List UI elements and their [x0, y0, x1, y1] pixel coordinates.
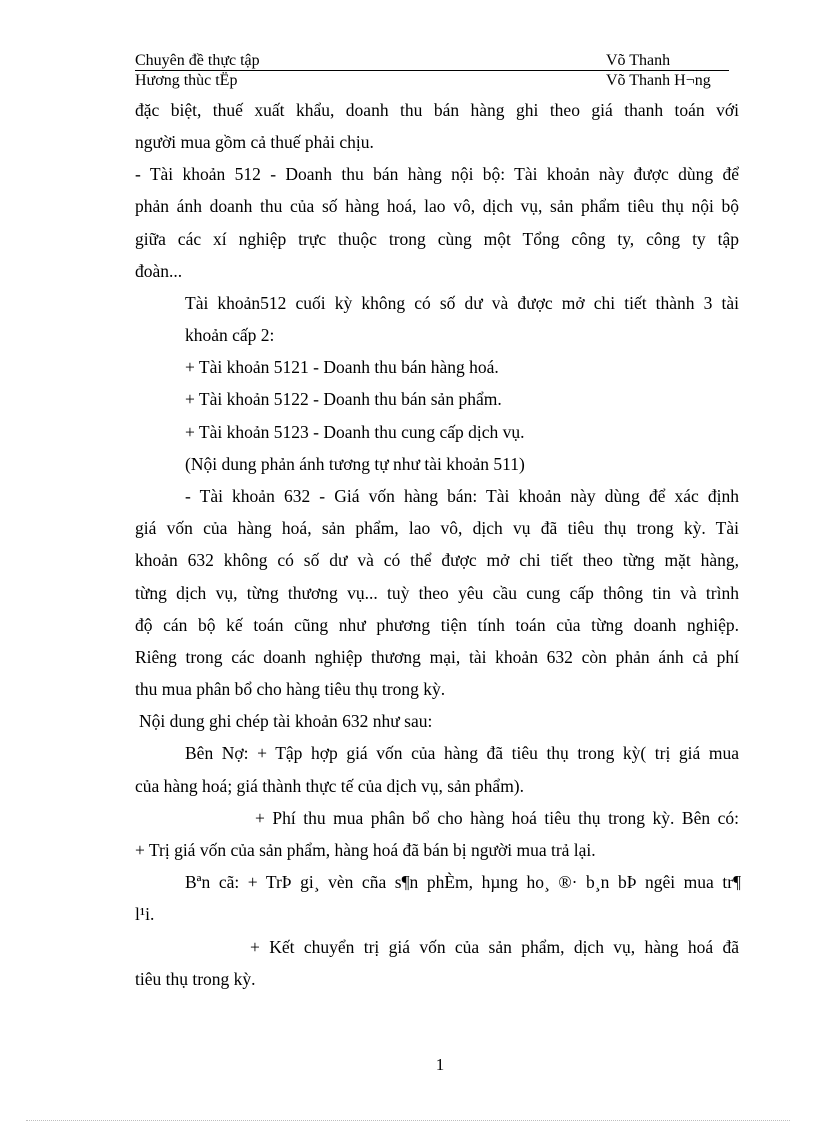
body-line: người mua gồm cả thuế phải chịu. — [135, 132, 374, 152]
header-subtitle: Hương thùc tËp — [135, 72, 238, 89]
body-line: tiêu thụ trong kỳ. — [135, 969, 256, 989]
body-line: + Trị giá vốn của sản phẩm, hàng hoá đã bán bị người mua trả lại. — [135, 840, 596, 860]
body-line-garbled: l¹i. — [135, 904, 155, 924]
body-line: giá vốn của hàng hoá, sản phẩm, lao vô, dịch vụ đã tiêu thụ trong kỳ. Tài — [135, 518, 739, 538]
body-line: Nội dung ghi chép tài khoản 632 như sau: — [139, 711, 433, 731]
header-title: Chuyên đề thực tập — [135, 52, 260, 69]
body-line: Tài khoản512 cuối kỳ không có số dư và được mở chi tiết thành 3 tài — [185, 293, 739, 313]
page-number: 1 — [435, 1055, 445, 1074]
body-line-garbled: Bªn cã: + TrÞ gi¸ vèn cña s¶n phÈm, hµng ho¸ ®· b¸n bÞ ngêi mua tr¶ — [185, 872, 741, 892]
body-line: phản ánh doanh thu của số hàng hoá, lao vô, dịch vụ, sản phẩm tiêu thụ nội bộ — [135, 196, 739, 216]
body-line: giữa các xí nghiệp trực thuộc trong cùng một Tổng công ty, công ty tập — [135, 229, 739, 249]
body-line: từng dịch vụ, từng thương vụ... tuỳ theo yêu cầu cung cấp thông tin và trình — [135, 583, 739, 603]
body-line: - Tài khoản 632 - Giá vốn hàng bán: Tài khoản này dùng để xác định — [185, 486, 739, 506]
body-line: của hàng hoá; giá thành thực tế của dịch vụ, sản phẩm). — [135, 776, 525, 796]
list-item: + Tài khoản 5123 - Doanh thu cung cấp dịch vụ. — [185, 422, 525, 442]
body-line: đoàn... — [135, 261, 183, 281]
body-line: khoản 632 không có số dư và có thể được mở chi tiết theo từng mặt hàng, — [135, 550, 739, 570]
body-line: Bên Nợ: + Tập hợp giá vốn của hàng đã tiêu thụ trong kỳ( trị giá mua — [185, 743, 739, 763]
header-author: Võ Thanh — [606, 52, 671, 69]
body-line: thu mua phân bổ cho hàng tiêu thụ trong kỳ. — [135, 679, 446, 699]
list-item: + Tài khoản 5121 - Doanh thu bán hàng hoá. — [185, 357, 499, 377]
body-line: + Kết chuyển trị giá vốn của sản phẩm, dịch vụ, hàng hoá đã — [250, 937, 739, 957]
body-line: Riêng trong các doanh nghiệp thương mại, tài khoản 632 còn phản ánh cả phí — [135, 647, 739, 667]
header-rule — [135, 70, 729, 71]
body-line: - Tài khoản 512 - Doanh thu bán hàng nội bộ: Tài khoản này được dùng để — [135, 164, 739, 184]
body-line: độ cán bộ kế toán cũng như phương tiện tính toán của từng doanh nghiệp. — [135, 615, 739, 635]
page-bottom-divider — [26, 1120, 790, 1121]
body-line: khoản cấp 2: — [185, 325, 275, 345]
body-line: đặc biệt, thuế xuất khẩu, doanh thu bán hàng ghi theo giá thanh toán với — [135, 100, 739, 120]
body-line: + Phí thu mua phân bổ cho hàng hoá tiêu thụ trong kỳ. Bên có: — [255, 808, 739, 828]
list-item: + Tài khoản 5122 - Doanh thu bán sản phẩm. — [185, 389, 502, 409]
body-line: (Nội dung phản ánh tương tự như tài khoản 511) — [185, 454, 525, 474]
header-author-2: Võ Thanh H¬ng — [606, 72, 711, 89]
